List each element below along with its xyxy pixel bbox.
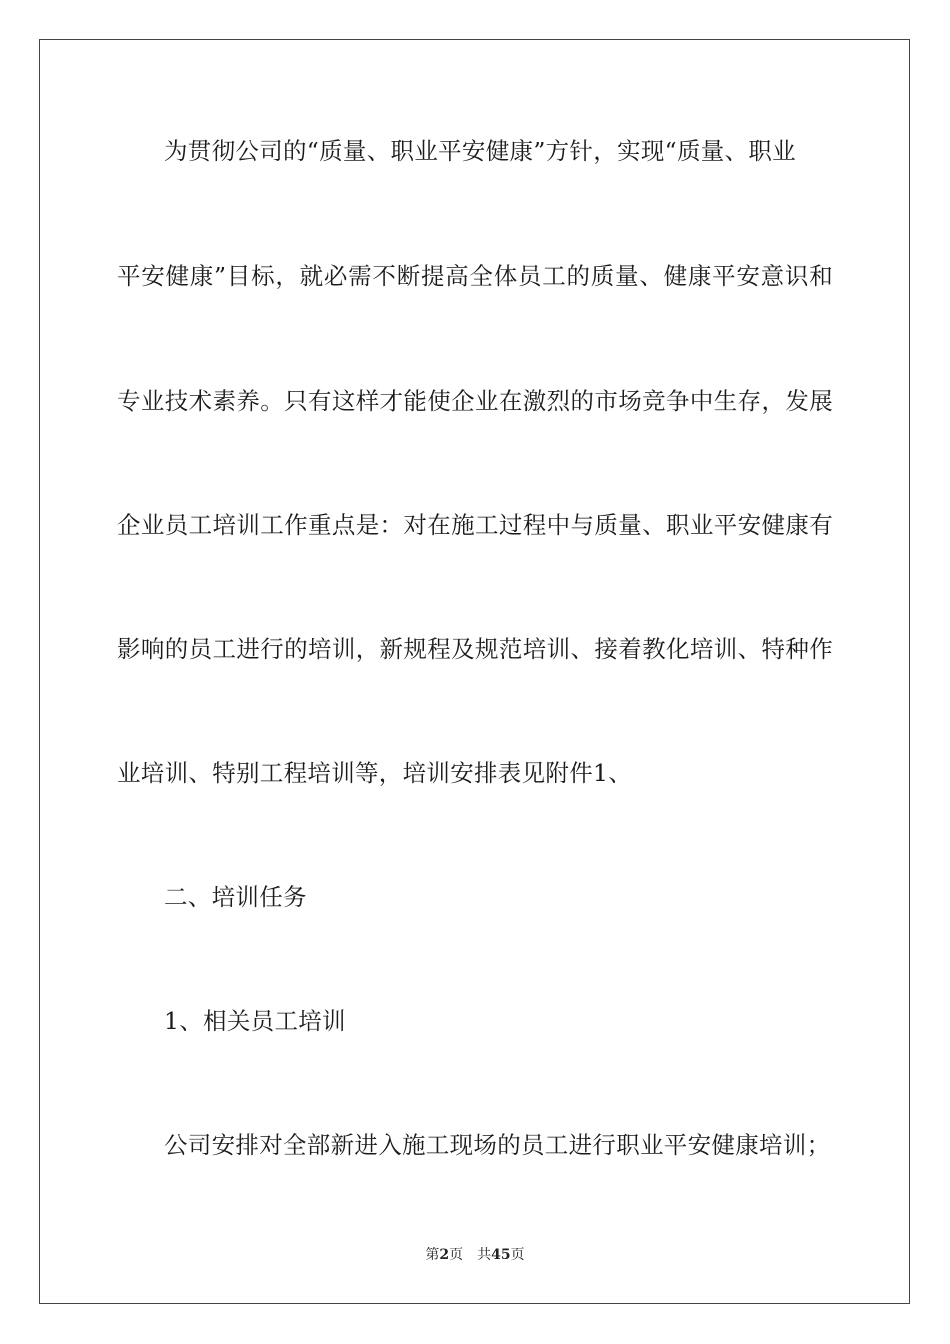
page-footer bbox=[0, 1246, 950, 1264]
paragraph-line-3: 专业技术素养。只有这样才能使企业在激烈的市场竞争中生存，发展 bbox=[117, 387, 833, 415]
section-heading: 二、培训任务 bbox=[164, 883, 307, 911]
page-prefix: 第 bbox=[425, 1247, 440, 1263]
paragraph-line-1: 为贯彻公司的“质量、职业平安健康”方针，实现“质量、职业 bbox=[164, 137, 796, 165]
paragraph-line-4: 企业员工培训工作重点是：对在施工过程中与质量、职业平安健康有 bbox=[117, 511, 833, 539]
page-number: 2 bbox=[439, 1247, 450, 1263]
subsection-heading: 1、相关员工培训 bbox=[164, 1007, 346, 1035]
paragraph-line-7: 公司安排对全部新进入施工现场的员工进行职业平安健康培训； bbox=[164, 1131, 831, 1159]
total-prefix: 共 bbox=[477, 1247, 492, 1263]
total-suffix: 页 bbox=[510, 1247, 525, 1263]
paragraph-line-6: 业培训、特别工程培训等，培训安排表见附件1、 bbox=[117, 759, 633, 787]
total-pages: 45 bbox=[491, 1247, 511, 1263]
page-border bbox=[39, 39, 910, 1304]
paragraph-line-5: 影响的员工进行的培训，新规程及规范培训、接着教化培训、特种作 bbox=[117, 635, 833, 663]
paragraph-line-2: 平安健康”目标，就必需不断提高全体员工的质量、健康平安意识和 bbox=[117, 262, 833, 290]
page-suffix: 页 bbox=[449, 1247, 464, 1263]
